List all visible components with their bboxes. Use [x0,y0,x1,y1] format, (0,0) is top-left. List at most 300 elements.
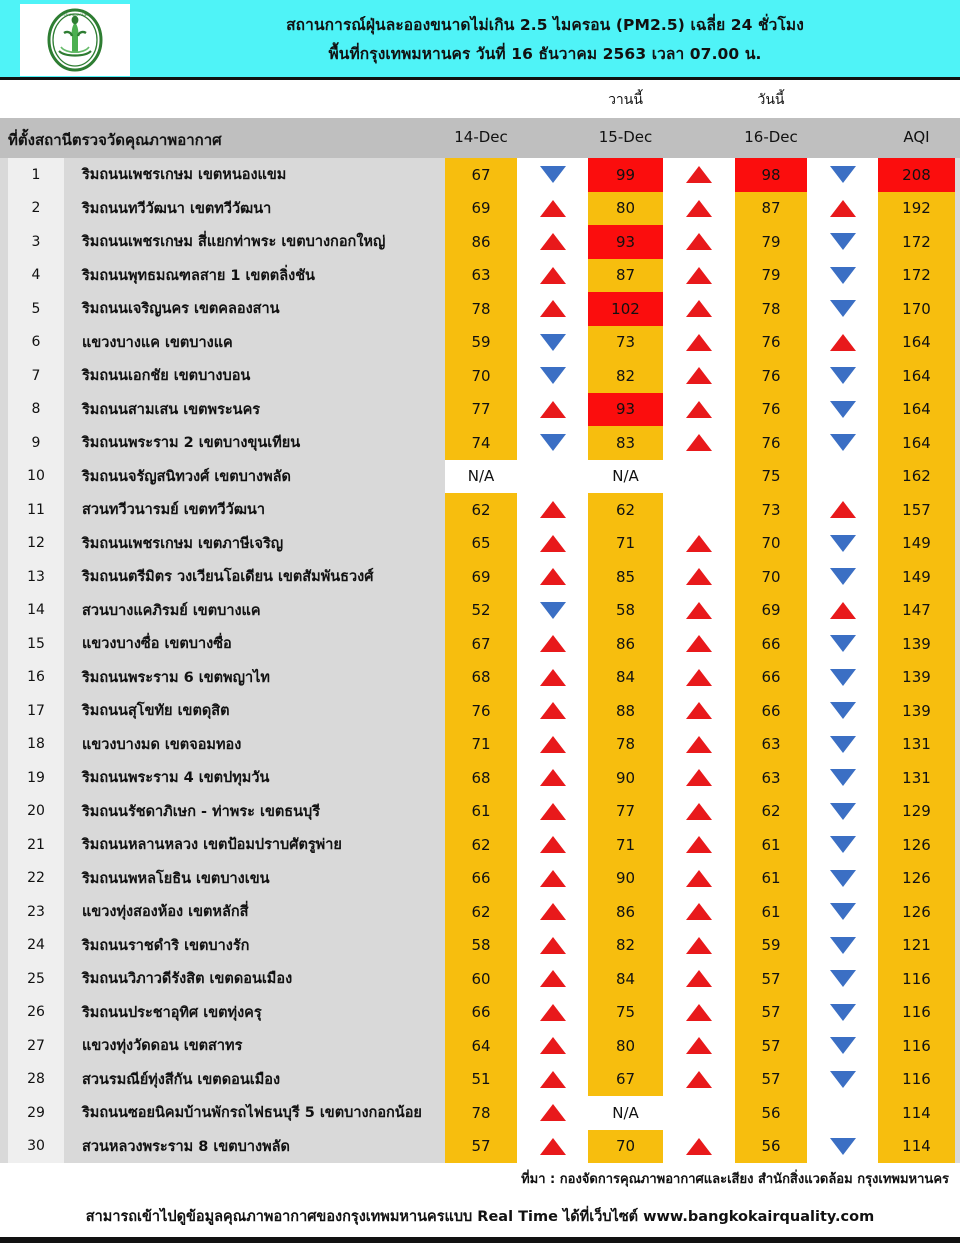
value-15dec: 85 [588,560,663,594]
table-row [0,1130,960,1164]
row-index: 22 [8,862,64,896]
value-aqi: 164 [878,393,955,427]
report-header-banner [0,0,960,80]
value-15dec: 102 [588,292,663,326]
row-index: 16 [8,661,64,695]
arrow-16-to-aqi [807,393,878,427]
column-header-station: ที่ตั้งสถานีตรวจวัดคุณภาพอากาศ [8,131,222,149]
row-index: 6 [8,326,64,360]
value-15dec: 62 [588,493,663,527]
arrow-down-icon [830,803,856,820]
value-14dec: 77 [445,393,517,427]
row-index: 21 [8,828,64,862]
day-label-strip [0,83,960,118]
station-name: แขวงทุ่งวัดดอน เขตสาทร [82,1038,243,1055]
value-16dec: 76 [735,426,807,460]
arrow-15-to-16 [663,1029,735,1063]
arrow-15-to-16 [663,493,735,527]
value-14dec: 67 [445,158,517,192]
row-index: 2 [8,192,64,226]
value-aqi: 131 [878,761,955,795]
arrow-15-to-16 [663,862,735,896]
arrow-15-to-16 [663,895,735,929]
row-index: 20 [8,795,64,829]
arrow-up-icon [830,501,856,518]
arrow-down-icon [830,970,856,987]
arrow-down-icon [540,602,566,619]
station-name: ริมถนนพระราม 6 เขตพญาไท [82,669,270,686]
arrow-16-to-aqi [807,1096,878,1130]
arrow-16-to-aqi [807,728,878,762]
arrow-15-to-16 [663,795,735,829]
arrow-up-icon [540,267,566,284]
value-15dec: 93 [588,225,663,259]
value-aqi: 126 [878,895,955,929]
value-14dec: 78 [445,292,517,326]
arrow-up-icon [540,200,566,217]
station-name: ริมถนนราชดำริ เขตบางรัก [82,937,250,954]
arrow-16-to-aqi [807,326,878,360]
arrow-14-to-15 [517,761,588,795]
arrow-15-to-16 [663,694,735,728]
arrow-down-icon [830,903,856,920]
arrow-up-icon [686,836,712,853]
value-aqi: 208 [878,158,955,192]
row-index: 11 [8,493,64,527]
arrow-up-icon [686,267,712,284]
arrow-14-to-15 [517,627,588,661]
value-aqi: 192 [878,192,955,226]
arrow-14-to-15 [517,862,588,896]
source-line: ที่มา : กองจัดการคุณภาพอากาศและเสียง สำนักสิ่งแวดล้อม กรุงเทพมหานคร [521,1172,949,1187]
value-15dec: 84 [588,661,663,695]
column-header-aqi: AQI [903,128,930,146]
value-14dec: 64 [445,1029,517,1063]
value-aqi: 116 [878,1063,955,1097]
value-16dec: 98 [735,158,807,192]
arrow-14-to-15 [517,426,588,460]
table-row [0,761,960,795]
value-14dec: 62 [445,828,517,862]
arrow-up-icon [686,803,712,820]
value-15dec: 87 [588,259,663,293]
value-15dec: 70 [588,1130,663,1164]
row-index: 8 [8,393,64,427]
value-15dec: N/A [588,1096,663,1130]
arrow-16-to-aqi [807,259,878,293]
value-16dec: 70 [735,527,807,561]
value-aqi: 162 [878,460,955,494]
arrow-14-to-15 [517,594,588,628]
arrow-14-to-15 [517,962,588,996]
arrow-14-to-15 [517,225,588,259]
arrow-14-to-15 [517,1063,588,1097]
arrow-up-icon [830,334,856,351]
arrow-down-icon [830,937,856,954]
table-row [0,527,960,561]
table-row [0,393,960,427]
header-titles [140,0,950,77]
arrow-up-icon [540,1037,566,1054]
arrow-16-to-aqi [807,627,878,661]
value-14dec: 71 [445,728,517,762]
value-15dec: 71 [588,527,663,561]
table-row [0,694,960,728]
arrow-16-to-aqi [807,192,878,226]
row-index: 25 [8,962,64,996]
row-index: 13 [8,560,64,594]
arrow-16-to-aqi [807,158,878,192]
row-index: 27 [8,1029,64,1063]
arrow-16-to-aqi [807,527,878,561]
table-row [0,828,960,862]
value-aqi: 139 [878,661,955,695]
arrow-14-to-15 [517,359,588,393]
arrow-up-icon [540,1071,566,1088]
arrow-16-to-aqi [807,560,878,594]
arrow-15-to-16 [663,962,735,996]
row-index: 5 [8,292,64,326]
arrow-15-to-16 [663,1096,735,1130]
value-16dec: 66 [735,694,807,728]
arrow-15-to-16 [663,225,735,259]
row-index: 30 [8,1130,64,1164]
value-16dec: 66 [735,661,807,695]
station-name: ริมถนนเพชรเกษม สี่แยกท่าพระ เขตบางกอกใหญ่ [82,234,386,251]
arrow-up-icon [686,1138,712,1155]
arrow-14-to-15 [517,895,588,929]
table-row [0,862,960,896]
value-14dec: 86 [445,225,517,259]
value-16dec: 73 [735,493,807,527]
station-name: ริมถนนเอกชัย เขตบางบอน [82,368,251,385]
station-name: ริมถนนรัชดาภิเษก - ท่าพระ เขตธนบุรี [82,803,321,820]
arrow-down-icon [830,233,856,250]
arrow-15-to-16 [663,728,735,762]
station-name: สวนรมณีย์ทุ่งสีกัน เขตดอนเมือง [82,1071,281,1088]
arrow-14-to-15 [517,527,588,561]
table-row [0,1029,960,1063]
value-aqi: 149 [878,560,955,594]
arrow-up-icon [686,166,712,183]
arrow-down-icon [830,1138,856,1155]
value-aqi: 126 [878,828,955,862]
value-15dec: 86 [588,627,663,661]
arrow-up-icon [540,233,566,250]
value-aqi: 129 [878,795,955,829]
table-row [0,460,960,494]
arrow-up-icon [686,535,712,552]
value-aqi: 170 [878,292,955,326]
arrow-up-icon [686,870,712,887]
column-header-16dec: 16-Dec [744,128,798,146]
station-name: สวนหลวงพระราม 8 เขตบางพลัด [82,1138,290,1155]
arrow-up-icon [686,434,712,451]
arrow-up-icon [686,635,712,652]
arrow-15-to-16 [663,560,735,594]
value-16dec: 56 [735,1096,807,1130]
column-header-14dec: 14-Dec [454,128,508,146]
arrow-14-to-15 [517,192,588,226]
table-row [0,996,960,1030]
arrow-14-to-15 [517,661,588,695]
arrow-up-icon [686,1037,712,1054]
arrow-16-to-aqi [807,460,878,494]
arrow-up-icon [540,635,566,652]
value-15dec: 88 [588,694,663,728]
value-aqi: 139 [878,627,955,661]
arrow-14-to-15 [517,1029,588,1063]
value-15dec: 86 [588,895,663,929]
value-16dec: 63 [735,728,807,762]
arrow-up-icon [686,568,712,585]
arrow-down-icon [830,635,856,652]
arrow-down-icon [830,669,856,686]
arrow-down-icon [830,736,856,753]
arrow-15-to-16 [663,326,735,360]
row-index: 19 [8,761,64,795]
value-14dec: 67 [445,627,517,661]
arrow-15-to-16 [663,259,735,293]
arrow-14-to-15 [517,460,588,494]
arrow-15-to-16 [663,292,735,326]
arrow-up-icon [540,669,566,686]
value-16dec: 69 [735,594,807,628]
arrow-down-icon [540,367,566,384]
value-16dec: 57 [735,962,807,996]
value-14dec: 57 [445,1130,517,1164]
value-aqi: 172 [878,259,955,293]
row-index: 28 [8,1063,64,1097]
arrow-up-icon [540,803,566,820]
arrow-up-icon [540,903,566,920]
value-16dec: 62 [735,795,807,829]
arrow-up-icon [830,200,856,217]
arrow-up-icon [686,1004,712,1021]
value-aqi: 139 [878,694,955,728]
station-name: ริมถนนหลานหลวง เขตป้อมปราบศัตรูพ่าย [82,837,342,854]
value-aqi: 114 [878,1130,955,1164]
arrow-16-to-aqi [807,493,878,527]
value-15dec: 78 [588,728,663,762]
value-14dec: 52 [445,594,517,628]
arrow-up-icon [686,970,712,987]
arrow-up-icon [686,602,712,619]
arrow-15-to-16 [663,158,735,192]
table-row [0,594,960,628]
arrow-down-icon [830,267,856,284]
value-15dec: 82 [588,359,663,393]
station-name: ริมถนนวิภาวดีรังสิต เขตดอนเมือง [82,971,293,988]
value-15dec: 67 [588,1063,663,1097]
value-aqi: 164 [878,426,955,460]
value-16dec: 76 [735,359,807,393]
arrow-16-to-aqi [807,359,878,393]
value-15dec: 80 [588,192,663,226]
row-index: 9 [8,426,64,460]
table-row [0,1096,960,1130]
value-15dec: 58 [588,594,663,628]
value-aqi: 157 [878,493,955,527]
arrow-15-to-16 [663,594,735,628]
value-aqi: 116 [878,1029,955,1063]
value-16dec: 76 [735,393,807,427]
value-16dec: 76 [735,326,807,360]
table-column-header [0,118,960,158]
value-aqi: 126 [878,862,955,896]
value-14dec: 69 [445,560,517,594]
station-name: ริมถนนเพชรเกษม เขตภาษีเจริญ [82,535,284,552]
arrow-up-icon [540,401,566,418]
arrow-up-icon [686,669,712,686]
value-14dec: 68 [445,761,517,795]
row-index: 3 [8,225,64,259]
arrow-up-icon [686,334,712,351]
value-14dec: N/A [445,460,517,494]
arrow-14-to-15 [517,560,588,594]
table-row [0,192,960,226]
row-index: 14 [8,594,64,628]
row-index: 23 [8,895,64,929]
arrow-16-to-aqi [807,862,878,896]
arrow-up-icon [540,870,566,887]
arrow-up-icon [540,937,566,954]
value-16dec: 61 [735,862,807,896]
arrow-15-to-16 [663,192,735,226]
arrow-16-to-aqi [807,828,878,862]
value-14dec: 76 [445,694,517,728]
arrow-up-icon [540,1138,566,1155]
arrow-down-icon [830,401,856,418]
row-index: 7 [8,359,64,393]
arrow-16-to-aqi [807,694,878,728]
seal-icon [42,7,108,73]
table-row [0,627,960,661]
arrow-14-to-15 [517,795,588,829]
table-row [0,225,960,259]
arrow-up-icon [540,1004,566,1021]
value-16dec: 79 [735,259,807,293]
table-row [0,359,960,393]
arrow-15-to-16 [663,761,735,795]
arrow-down-icon [540,334,566,351]
arrow-down-icon [830,434,856,451]
row-index: 24 [8,929,64,963]
arrow-down-icon [830,166,856,183]
row-index: 12 [8,527,64,561]
arrow-15-to-16 [663,929,735,963]
arrow-15-to-16 [663,393,735,427]
arrow-14-to-15 [517,493,588,527]
arrow-down-icon [540,434,566,451]
value-14dec: 74 [445,426,517,460]
value-14dec: 60 [445,962,517,996]
value-aqi: 164 [878,359,955,393]
arrow-15-to-16 [663,1063,735,1097]
arrow-up-icon [686,300,712,317]
table-row [0,795,960,829]
arrow-15-to-16 [663,661,735,695]
label-today: วันนี้ [757,92,785,108]
column-header-15dec: 15-Dec [598,128,653,146]
value-15dec: 75 [588,996,663,1030]
value-14dec: 51 [445,1063,517,1097]
value-aqi: 116 [878,962,955,996]
table-row [0,1063,960,1097]
arrow-down-icon [830,769,856,786]
value-16dec: 57 [735,1063,807,1097]
arrow-up-icon [540,736,566,753]
arrow-15-to-16 [663,627,735,661]
station-name: ริมถนนประชาอุทิศ เขตทุ่งครุ [82,1004,262,1021]
arrow-up-icon [686,937,712,954]
table-row [0,493,960,527]
row-index: 15 [8,627,64,661]
table-row [0,728,960,762]
arrow-14-to-15 [517,828,588,862]
station-name: ริมถนนซอยนิคมบ้านพักรถไฟธนบุรี 5 เขตบางกอกน้อย [82,1105,422,1122]
arrow-up-icon [686,702,712,719]
arrow-up-icon [686,903,712,920]
arrow-15-to-16 [663,1130,735,1164]
arrow-up-icon [540,769,566,786]
realtime-note: สามารถเข้าไปดูข้อมูลคุณภาพอากาศของกรุงเทพมหานครแบบ Real Time ได้ที่เว็บไซต์ www.bangkokairquality.com [85,1209,875,1225]
table-row [0,962,960,996]
arrow-down-icon [830,535,856,552]
row-index: 1 [8,158,64,192]
arrow-14-to-15 [517,1096,588,1130]
arrow-up-icon [540,568,566,585]
value-15dec: 83 [588,426,663,460]
value-15dec: 99 [588,158,663,192]
station-name: ริมถนนพหลโยธิน เขตบางเขน [82,870,270,887]
station-name: ริมถนนสามเสน เขตพระนคร [82,401,261,418]
arrow-16-to-aqi [807,1029,878,1063]
arrow-14-to-15 [517,694,588,728]
value-16dec: 87 [735,192,807,226]
table-row [0,929,960,963]
row-index: 10 [8,460,64,494]
value-aqi: 121 [878,929,955,963]
value-14dec: 58 [445,929,517,963]
arrow-down-icon [830,300,856,317]
value-15dec: 71 [588,828,663,862]
arrow-14-to-15 [517,259,588,293]
arrow-16-to-aqi [807,761,878,795]
value-14dec: 65 [445,527,517,561]
value-16dec: 56 [735,1130,807,1164]
value-16dec: 61 [735,895,807,929]
arrow-down-icon [830,870,856,887]
arrow-14-to-15 [517,393,588,427]
station-name: แขวงทุ่งสองห้อง เขตหลักสี่ [82,904,249,921]
value-aqi: 131 [878,728,955,762]
value-14dec: 59 [445,326,517,360]
value-15dec: 90 [588,761,663,795]
arrow-14-to-15 [517,326,588,360]
station-name: ริมถนนเจริญนคร เขตคลองสาน [82,301,280,318]
value-aqi: 149 [878,527,955,561]
bma-seal-logo [20,4,130,76]
value-14dec: 61 [445,795,517,829]
value-16dec: 61 [735,828,807,862]
label-yesterday: วานนี้ [608,92,643,108]
arrow-16-to-aqi [807,795,878,829]
value-16dec: 57 [735,1029,807,1063]
report-title: สถานการณ์ฝุ่นละอองขนาดไม่เกิน 2.5 ไมครอน (PM2.5) เฉลี่ย 24 ชั่วโมง [286,15,804,34]
value-16dec: 66 [735,627,807,661]
table-row [0,560,960,594]
